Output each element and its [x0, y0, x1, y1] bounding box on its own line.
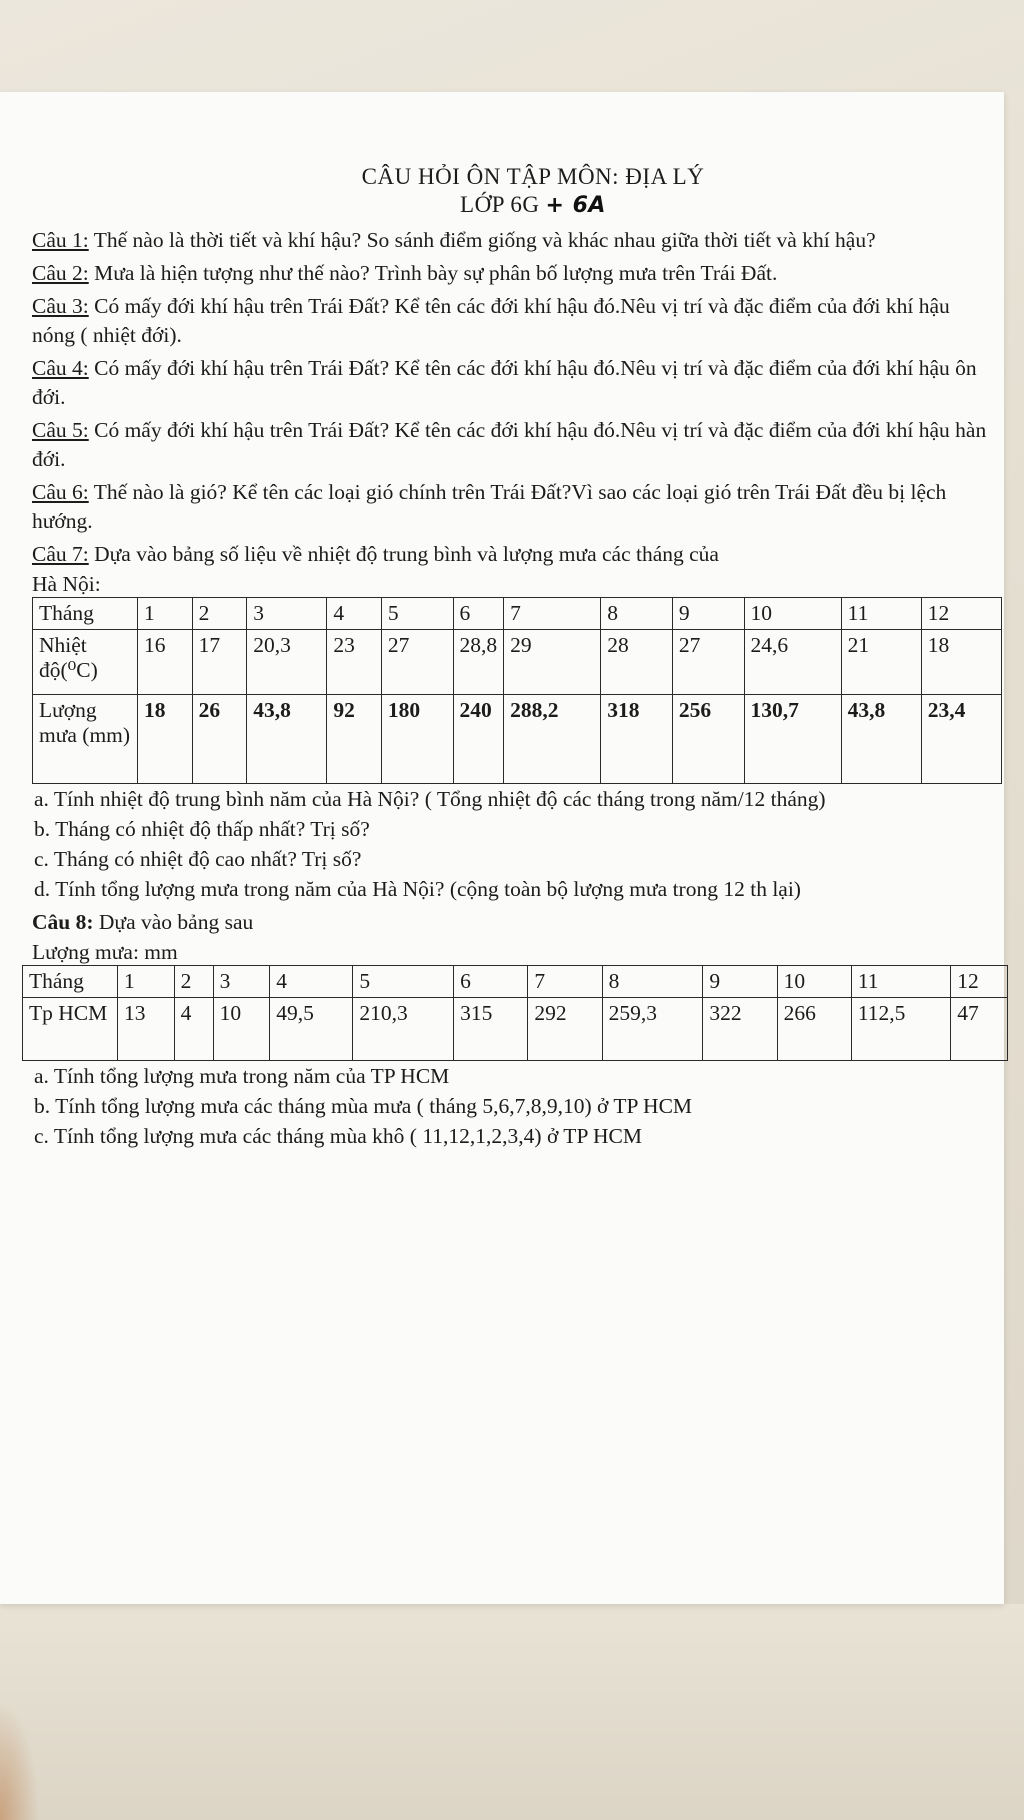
rain-cell: 23,4 — [921, 695, 1001, 784]
question-label: Câu 5: — [32, 418, 89, 442]
rain-cell: 4 — [174, 998, 213, 1061]
q7-place: Hà Nội: — [32, 572, 101, 596]
question-label: Câu 7: — [32, 542, 89, 566]
question-text: Có mấy đới khí hậu trên Trái Đất? Kể tên các đới khí hậu đó.Nêu vị trí và đặc điểm của đới khí hậu ôn đới. — [32, 356, 977, 409]
table-row-rainfall — [33, 695, 1002, 784]
handwritten-note: + 6A — [545, 193, 606, 218]
rain-cell: 43,8 — [247, 695, 327, 784]
hand-edge — [0, 1700, 40, 1820]
rain-cell: 240 — [453, 695, 504, 784]
question-1 — [32, 226, 994, 255]
question-text: Dựa vào bảng sau — [93, 910, 254, 934]
question-7 — [32, 540, 994, 569]
month-cell: 11 — [841, 598, 921, 630]
temp-cell: 18 — [921, 630, 1001, 695]
rain-cell: 318 — [601, 695, 673, 784]
month-cell: 8 — [601, 598, 673, 630]
question-label: Câu 1: — [32, 228, 89, 252]
q8-caption: Lượng mưa: mm — [32, 940, 178, 964]
question-2 — [32, 259, 994, 288]
question-text: Thế nào là thời tiết và khí hậu? So sánh điểm giống và khác nhau giữa thời tiết và khí hậu? — [88, 228, 876, 252]
class-line — [72, 192, 994, 218]
month-cell: 7 — [504, 598, 601, 630]
table-row-months — [23, 966, 1008, 998]
q8-sub-b: b. Tính tổng lượng mưa các tháng mùa mưa ( tháng 5,6,7,8,9,10) ở TP HCM — [34, 1094, 693, 1118]
month-cell: 6 — [454, 966, 528, 998]
rain-cell: 43,8 — [841, 695, 921, 784]
rain-cell: 322 — [703, 998, 777, 1061]
temp-cell: 24,6 — [744, 630, 841, 695]
question-text: Dựa vào bảng số liệu về nhiệt độ trung bình và lượng mưa các tháng của — [88, 542, 719, 566]
question-5 — [32, 416, 994, 474]
month-cell: 2 — [192, 598, 247, 630]
rain-cell: 112,5 — [851, 998, 950, 1061]
question-text: Có mấy đới khí hậu trên Trái Đất? Kể tên các đới khí hậu đó.Nêu vị trí và đặc điểm của đới khí hậu nóng ( nhiệt đới). — [32, 294, 950, 347]
row-header: Tp HCM — [23, 998, 118, 1061]
hanoi-climate-table — [32, 597, 1002, 784]
rain-cell: 47 — [951, 998, 1008, 1061]
month-cell: 6 — [453, 598, 504, 630]
question-3 — [32, 292, 994, 350]
q7-sub-c: c. Tháng có nhiệt độ cao nhất? Trị số? — [34, 847, 362, 871]
month-cell: 1 — [138, 598, 193, 630]
month-cell: 10 — [777, 966, 851, 998]
class-text: LỚP 6G — [460, 192, 540, 217]
question-text: Thế nào là gió? Kể tên các loại gió chính trên Trái Đất?Vì sao các loại gió trên Trái Đất đều bị lệch hướng. — [32, 480, 947, 533]
rain-cell: 49,5 — [270, 998, 353, 1061]
rain-cell: 315 — [454, 998, 528, 1061]
rain-cell: 288,2 — [504, 695, 601, 784]
question-text: Có mấy đới khí hậu trên Trái Đất? Kể tên các đới khí hậu đó.Nêu vị trí và đặc điểm của đới khí hậu hàn đới. — [32, 418, 987, 471]
table-row-temperature — [33, 630, 1002, 695]
month-cell: 7 — [528, 966, 602, 998]
rain-cell: 256 — [672, 695, 744, 784]
q8-sub-a: a. Tính tổng lượng mưa trong năm của TP HCM — [34, 1064, 450, 1088]
row-header: Tháng — [23, 966, 118, 998]
temp-cell: 21 — [841, 630, 921, 695]
title-text: CÂU HỎI ÔN TẬP MÔN: ĐỊA LÝ — [361, 164, 705, 189]
q7-sub-a: a. Tính nhiệt độ trung bình năm của Hà Nội? ( Tổng nhiệt độ các tháng trong năm/12 tháng) — [34, 787, 826, 811]
q7-sub-d: d. Tính tổng lượng mưa trong năm của Hà Nội? (cộng toàn bộ lượng mưa trong 12 th lại) — [34, 877, 801, 901]
rain-cell: 92 — [327, 695, 382, 784]
worksheet-page — [0, 92, 1004, 1604]
temp-cell: 28 — [601, 630, 673, 695]
month-cell: 12 — [921, 598, 1001, 630]
question-label: Câu 4: — [32, 356, 89, 380]
rain-cell: 10 — [213, 998, 270, 1061]
q7-sub-b: b. Tháng có nhiệt độ thấp nhất? Trị số? — [34, 817, 370, 841]
q8-sub-c: c. Tính tổng lượng mưa các tháng mùa khô ( 11,12,1,2,3,4) ở TP HCM — [34, 1124, 642, 1148]
question-label: Câu 6: — [32, 480, 89, 504]
rain-cell: 130,7 — [744, 695, 841, 784]
month-cell: 4 — [327, 598, 382, 630]
rain-cell: 13 — [118, 998, 175, 1061]
background-surface — [0, 1604, 1024, 1820]
temp-cell: 16 — [138, 630, 193, 695]
rain-cell: 266 — [777, 998, 851, 1061]
table-row-hcm-rain — [23, 998, 1008, 1061]
rain-cell: 18 — [138, 695, 193, 784]
question-label: Câu 3: — [32, 294, 89, 318]
temp-cell: 27 — [381, 630, 453, 695]
temp-cell: 28,8 — [453, 630, 504, 695]
month-cell: 1 — [118, 966, 175, 998]
rain-cell: 180 — [381, 695, 453, 784]
temp-cell: 29 — [504, 630, 601, 695]
month-cell: 10 — [744, 598, 841, 630]
month-cell: 4 — [270, 966, 353, 998]
worksheet-content — [29, 164, 994, 1151]
month-cell: 5 — [381, 598, 453, 630]
month-cell: 9 — [672, 598, 744, 630]
hcm-rainfall-table — [22, 965, 1008, 1061]
question-8 — [32, 908, 994, 937]
month-cell: 8 — [602, 966, 703, 998]
question-6 — [32, 478, 994, 536]
row-header: Lượng mưa (mm) — [33, 695, 138, 784]
month-cell: 5 — [353, 966, 454, 998]
temp-cell: 23 — [327, 630, 382, 695]
question-text: Mưa là hiện tượng như thế nào? Trình bày sự phân bố lượng mưa trên Trái Đất. — [88, 261, 778, 285]
month-cell: 3 — [213, 966, 270, 998]
question-label: Câu 8: — [32, 910, 94, 934]
row-header: Nhiệt độ(⁰C) — [33, 630, 138, 695]
month-cell: 3 — [247, 598, 327, 630]
month-cell: 11 — [851, 966, 950, 998]
page-title — [72, 164, 994, 190]
rain-cell: 210,3 — [353, 998, 454, 1061]
month-cell: 12 — [951, 966, 1008, 998]
question-4 — [32, 354, 994, 412]
rain-cell: 26 — [192, 695, 247, 784]
rain-cell: 292 — [528, 998, 602, 1061]
table-row-months — [33, 598, 1002, 630]
month-cell: 2 — [174, 966, 213, 998]
rain-cell: 259,3 — [602, 998, 703, 1061]
month-cell: 9 — [703, 966, 777, 998]
row-header: Tháng — [33, 598, 138, 630]
temp-cell: 20,3 — [247, 630, 327, 695]
question-label: Câu 2: — [32, 261, 89, 285]
temp-cell: 27 — [672, 630, 744, 695]
temp-cell: 17 — [192, 630, 247, 695]
